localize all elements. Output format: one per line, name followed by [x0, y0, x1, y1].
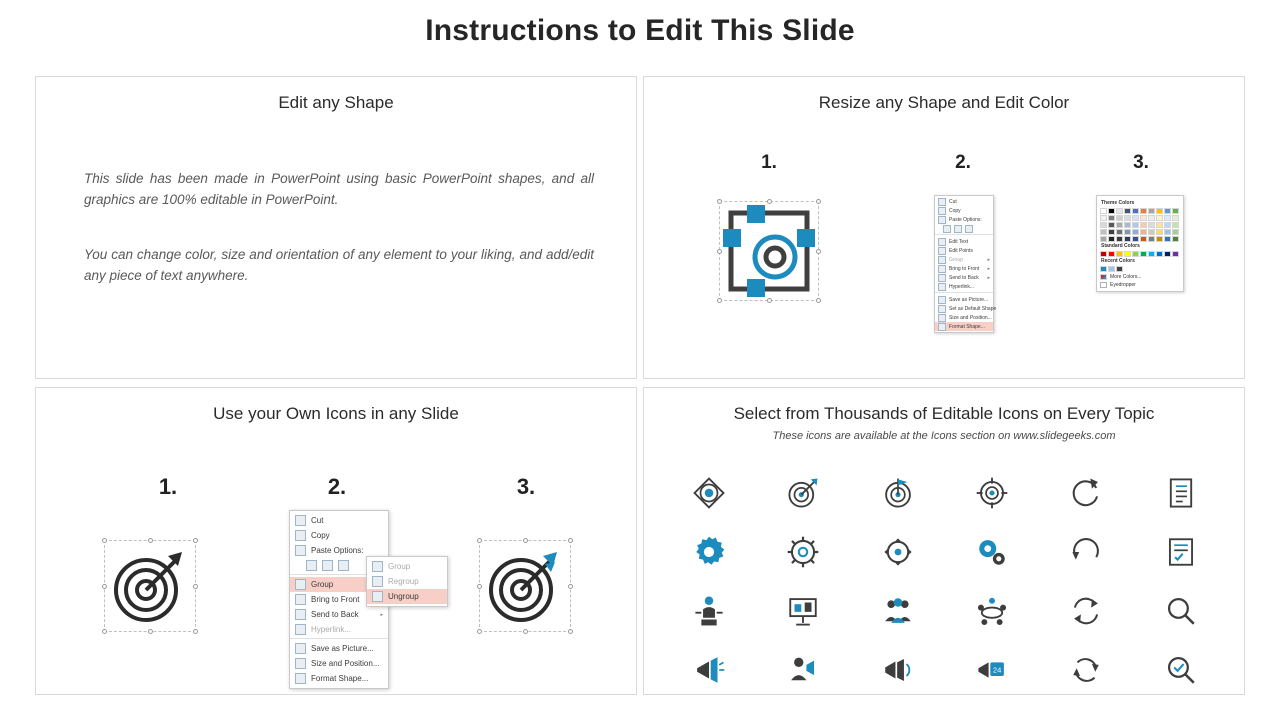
ctx-label: Group: [311, 580, 334, 589]
circular-arrows-icon[interactable]: [1069, 653, 1103, 687]
rotate-arrow-icon[interactable]: [1069, 535, 1103, 569]
group-submenu[interactable]: [366, 556, 448, 607]
default-shape-icon: [938, 305, 946, 313]
ctx-menu-item-copy[interactable]: [935, 206, 993, 215]
group-icon: [372, 561, 383, 572]
copy-icon: [938, 207, 946, 215]
icon-gallery-grid: [662, 463, 1228, 699]
submenu-item-regroup[interactable]: [367, 574, 447, 589]
paste-text-icon[interactable]: [338, 560, 349, 571]
panel-title-own-icons: Use your Own Icons in any Slide: [213, 404, 459, 423]
person-podium-icon[interactable]: [692, 594, 726, 628]
ctx-menu-item-size-and-position[interactable]: [935, 313, 993, 322]
theme-colors-label: Theme Colors: [1101, 200, 1135, 206]
own-icons-step-number-1: 1.: [158, 474, 178, 499]
ctx-menu-item-bring-to-front[interactable]: [935, 264, 993, 273]
ctx-separator: [935, 292, 993, 294]
ctx-menu-item-cut[interactable]: [290, 513, 388, 528]
ctx-label: Set as Default Shape: [949, 305, 997, 312]
ctx-label: Save as Picture...: [311, 644, 374, 653]
size-position-icon: [295, 658, 306, 669]
loudspeaker-icon[interactable]: [881, 653, 915, 687]
chevron-right-icon: ▸: [987, 265, 990, 272]
paste-text-icon[interactable]: [965, 225, 973, 233]
ctx-label: Send to Back: [949, 274, 979, 281]
ctx-menu-item-format-shape[interactable]: [290, 671, 388, 686]
resize-step-number-3: 3.: [1133, 152, 1149, 173]
bring-front-icon: [295, 594, 306, 605]
ctx-menu-item-cut[interactable]: [935, 197, 993, 206]
ctx-menu-item-hyperlink[interactable]: [935, 282, 993, 291]
ctx-label: Bring to Front: [311, 595, 360, 604]
ctx-label: Hyperlink...: [949, 283, 975, 290]
panel-select-icons: [643, 387, 1245, 695]
panel-title-select-icons: Select from Thousands of Editable Icons on Every Topic: [733, 404, 1155, 423]
ctx-menu-item-group[interactable]: [935, 255, 993, 264]
theme-colors-row-5[interactable]: [1100, 236, 1180, 242]
group-icon: [938, 256, 946, 264]
ctx-menu-item-send-to-back[interactable]: [290, 607, 388, 622]
edit-points-icon: [938, 247, 946, 255]
ctx-separator: [935, 234, 993, 236]
eyedropper-label: Eyedropper: [1110, 282, 1136, 288]
panel-title-resize-shape: Resize any Shape and Edit Color: [818, 93, 1070, 112]
presentation-board-icon[interactable]: [786, 594, 820, 628]
format-shape-icon: [938, 323, 946, 331]
document-list-icon[interactable]: [1164, 476, 1198, 510]
hyperlink-icon: [295, 624, 306, 635]
panel-edit-any-shape: [35, 76, 637, 379]
save-picture-icon: [295, 643, 306, 654]
target-flag-icon[interactable]: [881, 476, 915, 510]
more-colors-icon: [1100, 274, 1107, 280]
standard-colors-row[interactable]: [1100, 251, 1180, 257]
size-position-icon: [938, 314, 946, 322]
ctx-menu-item-paste-options[interactable]: [935, 215, 993, 224]
target-dart-graphic-2[interactable]: [479, 540, 571, 632]
theme-colors-row-2[interactable]: [1100, 215, 1180, 221]
target-diamond-icon[interactable]: [692, 476, 726, 510]
eyedropper-icon: [1100, 282, 1107, 288]
ctx-label: Copy: [949, 207, 961, 214]
ctx-label: Paste Options:: [949, 216, 982, 223]
chevron-right-icon: ▸: [987, 256, 990, 263]
ctx-label: Edit Text: [949, 238, 969, 245]
checklist-document-icon[interactable]: [1164, 535, 1198, 569]
cut-icon: [938, 198, 946, 206]
send-back-icon: [295, 609, 306, 620]
selected-shape-graphic[interactable]: [719, 201, 819, 301]
ctx-label: Cut: [949, 198, 957, 205]
cut-icon: [295, 515, 306, 526]
ctx-menu-item-edit-text[interactable]: [935, 237, 993, 246]
ctx-label: Send to Back: [311, 610, 359, 619]
ctx-label: Size and Position...: [311, 659, 380, 668]
paste-keep-format-icon[interactable]: [943, 225, 951, 233]
ctx-label: Bring to Front: [949, 265, 980, 272]
ctx-menu-item-hyperlink[interactable]: [290, 622, 388, 637]
sync-arrows-icon[interactable]: [1069, 594, 1103, 628]
shape-context-menu[interactable]: [934, 195, 997, 333]
resize-step-number-2: 2.: [955, 152, 971, 173]
paste-icon: [938, 216, 946, 224]
search-check-icon[interactable]: [1164, 653, 1198, 687]
ctx-label: Regroup: [388, 577, 419, 586]
dartboard-arrow-icon[interactable]: [786, 476, 820, 510]
save-picture-icon: [938, 296, 946, 304]
panel-subtitle-select-icons: These icons are available at the Icons section on www.slidegeeks.com: [772, 430, 1116, 442]
gears-double-icon[interactable]: [975, 535, 1009, 569]
person-speaker-icon[interactable]: [786, 653, 820, 687]
copy-icon: [295, 530, 306, 541]
ctx-menu-item-set-default-shape[interactable]: [935, 304, 997, 313]
edit-text-icon: [938, 238, 946, 246]
ctx-menu-item-save-as-picture[interactable]: [935, 295, 993, 304]
team-group-icon[interactable]: [881, 594, 915, 628]
meeting-table-icon[interactable]: [975, 594, 1009, 628]
edit-shape-paragraph-2: You can change color, size and orientation of any element to your liking, and add/edit any piece of text anywhere.: [84, 247, 594, 283]
theme-colors-row-3[interactable]: [1100, 222, 1180, 228]
ungroup-icon: [372, 591, 383, 602]
theme-colors-row-4[interactable]: [1100, 229, 1180, 235]
ctx-menu-item-format-shape[interactable]: [935, 322, 993, 331]
paste-options-row[interactable]: [935, 224, 993, 233]
ctx-label: Format Shape...: [949, 323, 985, 330]
ctx-label: Hyperlink...: [311, 625, 352, 634]
standard-colors-label: Standard Colors: [1101, 243, 1140, 249]
refresh-clockwise-icon[interactable]: [1069, 476, 1103, 510]
ctx-label: Save as Picture...: [949, 296, 989, 303]
regroup-icon: [372, 576, 383, 587]
ctx-label: Group: [388, 562, 411, 571]
color-picker-popup[interactable]: [1096, 195, 1184, 292]
ctx-label: Size and Position...: [949, 314, 992, 321]
svg-text:24: 24: [993, 665, 1002, 675]
edit-shape-paragraph-1: This slide has been made in PowerPoint using basic PowerPoint shapes, and all graphics are 100% editable in PowerPoint.: [84, 171, 594, 207]
more-colors-row[interactable]: [1100, 274, 1180, 280]
resize-step-number-1: 1.: [761, 152, 777, 173]
gear-outline-icon[interactable]: [786, 535, 820, 569]
ctx-label: Paste Options:: [311, 546, 364, 555]
target-dart-graphic-1[interactable]: [104, 540, 196, 632]
ctx-label: Group: [949, 256, 963, 263]
more-colors-label: More Colors...: [1110, 274, 1142, 280]
theme-colors-row-1[interactable]: [1100, 208, 1180, 214]
panel-title-edit-shape: Edit any Shape: [278, 93, 394, 112]
selection-bounding-box: [719, 201, 819, 301]
ctx-label: Edit Points: [949, 247, 973, 254]
ctx-label: Copy: [311, 531, 330, 540]
ctx-menu-item-copy[interactable]: [290, 528, 388, 543]
paste-keep-format-icon[interactable]: [306, 560, 317, 571]
submenu-item-ungroup[interactable]: [367, 589, 447, 604]
recent-colors-label: Recent Colors: [1101, 258, 1135, 264]
crosshair-target-icon[interactable]: [975, 476, 1009, 510]
ctx-menu-item-edit-points[interactable]: [935, 246, 993, 255]
panel-use-own-icons: [35, 387, 637, 695]
chevron-right-icon: ▸: [380, 611, 383, 618]
paste-icon: [295, 545, 306, 556]
send-back-icon: [938, 274, 946, 282]
group-icon: [295, 579, 306, 590]
ctx-label: Ungroup: [388, 592, 419, 601]
eyedropper-row[interactable]: [1100, 282, 1180, 288]
hyperlink-icon: [938, 283, 946, 291]
magnifier-icon[interactable]: [1164, 594, 1198, 628]
ctx-menu-item-send-to-back[interactable]: [935, 273, 993, 282]
megaphone-teal-icon[interactable]: [692, 653, 726, 687]
panel-resize-shape-edit-color: [643, 76, 1245, 379]
paste-picture-icon[interactable]: [322, 560, 333, 571]
ctx-menu-item-save-as-picture[interactable]: [290, 641, 388, 656]
ctx-label: Cut: [311, 516, 324, 525]
ctx-label: Format Shape...: [311, 674, 369, 683]
submenu-item-group[interactable]: [367, 559, 447, 574]
own-icons-step-number-3: 3.: [516, 474, 536, 499]
announcement-person-icon[interactable]: [975, 653, 1009, 687]
bring-front-icon: [938, 265, 946, 273]
chevron-right-icon: ▸: [987, 274, 990, 281]
gear-settings-icon[interactable]: [881, 535, 915, 569]
gear-teal-icon[interactable]: [692, 535, 726, 569]
own-icons-step-number-2: 2.: [327, 474, 347, 499]
ctx-separator: [290, 638, 388, 640]
format-shape-icon: [295, 673, 306, 684]
page-title: Instructions to Edit This Slide: [425, 14, 855, 47]
ctx-menu-item-size-and-position[interactable]: [290, 656, 388, 671]
paste-picture-icon[interactable]: [954, 225, 962, 233]
recent-colors-row[interactable]: [1100, 266, 1180, 272]
